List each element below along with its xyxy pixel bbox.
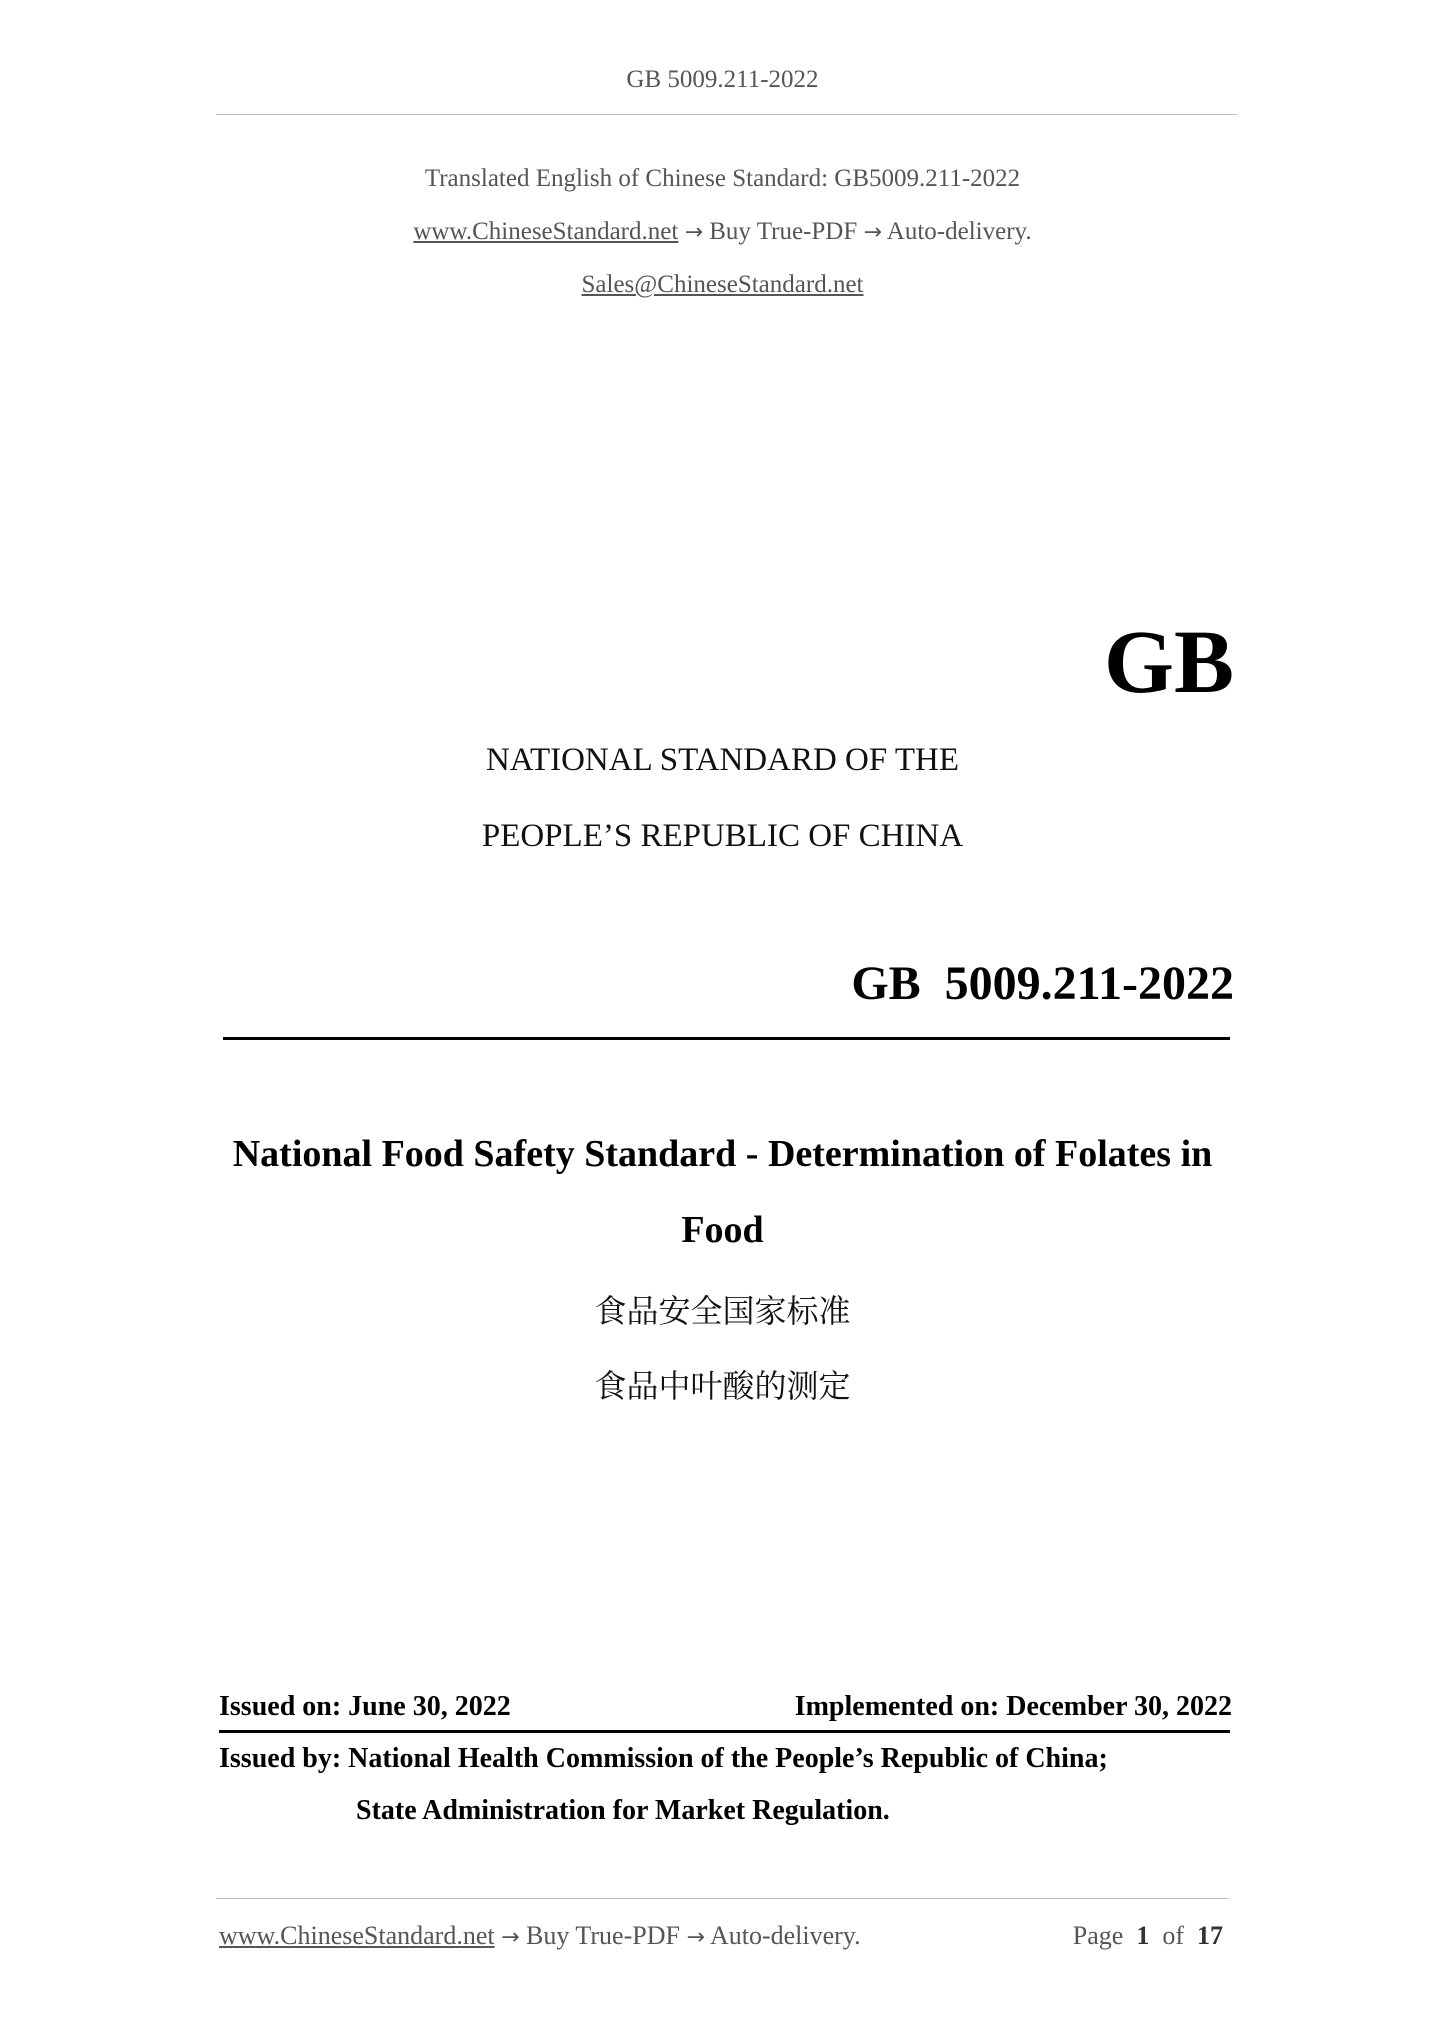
issued-by-line-2: State Administration for Market Regulation. [356,1795,890,1826]
sales-email-link[interactable]: Sales@ChineseStandard.net [581,271,864,298]
issued-by-line-1: Issued by: National Health Commission of the People’s Republic of China; [219,1743,1108,1774]
page-total: 17 [1197,1921,1223,1950]
page-of: of [1162,1921,1184,1950]
issue-divider [219,1730,1230,1733]
footer-website-link[interactable]: www.ChineseStandard.net [219,1921,495,1950]
buy-text: Buy True-PDF [709,218,858,245]
footer-promo [219,1921,861,1951]
issued-on-date: Issued on: June 30, 2022 [219,1691,511,1722]
title-chinese-line-2: 食品中叶酸的测定 [594,1367,851,1405]
sales-line [0,271,1445,299]
footer-divider [216,1898,1228,1899]
delivery-text: Auto-delivery. [886,218,1032,245]
gb-logo: GB [1103,613,1234,712]
arrow-right-icon: → [686,1925,705,1950]
title-english-line-1: National Food Safety Standard - Determination of Folates in [232,1133,1213,1175]
page-current: 1 [1136,1921,1150,1950]
title-divider [223,1037,1230,1040]
translation-notice: Translated English of Chinese Standard: GB5009.211-2022 [424,165,1021,192]
title-chinese-line-1: 食品安全国家标准 [594,1292,851,1330]
website-link[interactable]: www.ChineseStandard.net [413,218,679,245]
implemented-on-date: Implemented on: December 30, 2022 [794,1691,1232,1722]
national-standard-line-2: PEOPLE’S REPUBLIC OF CHINA [481,818,964,854]
page-label: Page [1072,1921,1124,1950]
arrow-right-icon: → [684,220,703,245]
running-header: GB 5009.211-2022 [626,66,819,93]
standard-number: GB 5009.211-2022 [851,957,1234,1010]
arrow-right-icon: → [863,220,882,245]
title-english-line-2: Food [681,1209,764,1251]
footer-delivery-text: Auto-delivery. [709,1921,861,1950]
page-indicator [1073,1921,1223,1951]
promo-line [0,218,1445,246]
arrow-right-icon: → [501,1925,520,1950]
footer-buy-text: Buy True-PDF [526,1921,680,1950]
national-standard-line-1: NATIONAL STANDARD OF THE [485,742,960,778]
header-divider [216,114,1237,115]
